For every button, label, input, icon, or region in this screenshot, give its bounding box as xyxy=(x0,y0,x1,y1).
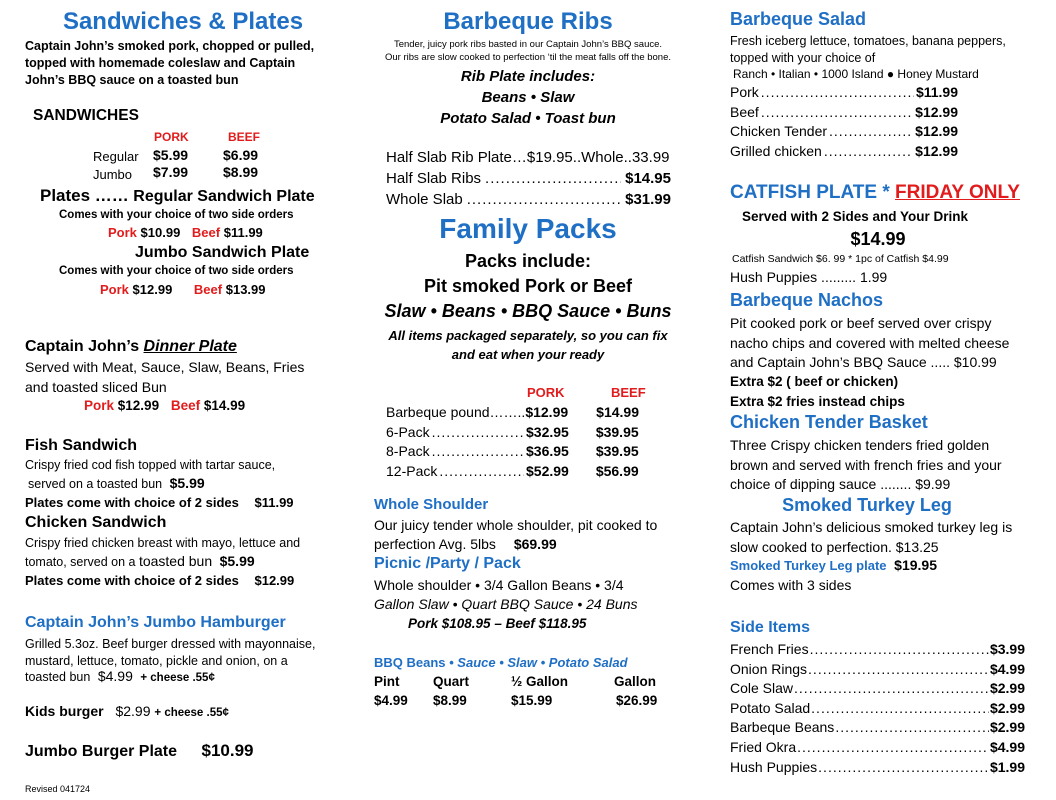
pack-label: 12-Pack xyxy=(386,462,438,479)
side-item-price: $2.99 xyxy=(989,699,1025,716)
side-item-row xyxy=(730,718,1025,738)
half-slab-plate-line: Half Slab Rib Plate…$19.95..Whole..33.99 xyxy=(386,149,670,166)
pack-pork-price: $36.95 xyxy=(526,443,569,459)
jumbo-burger-plate-price: $10.99 xyxy=(201,741,254,760)
beef-label: Beef xyxy=(191,225,221,240)
whole-shoulder-title: Whole Shoulder xyxy=(374,496,489,513)
desc-line: brown and served with french fries and your xyxy=(730,456,1002,473)
dinner-desc xyxy=(25,358,304,397)
beef-header: BEEF xyxy=(228,130,261,144)
packs-include: Packs include: xyxy=(464,251,592,271)
packs-line-1: Pit smoked Pork or Beef xyxy=(423,276,633,296)
size-price: $26.99 xyxy=(616,693,658,708)
dinner-pork-price: $12.99 xyxy=(117,398,160,413)
salad-column xyxy=(728,0,1040,800)
turkey-plate-label: Smoked Turkey Leg plate xyxy=(730,558,887,573)
packs-table xyxy=(386,403,676,481)
nachos-title: Barbeque Nachos xyxy=(730,290,884,310)
fish-title: Fish Sandwich xyxy=(25,437,138,454)
regular-label: Regular xyxy=(93,149,139,164)
side-item-label: Potato Salad xyxy=(730,699,811,716)
salad-row xyxy=(730,122,958,142)
bulk-sides-title xyxy=(374,655,628,670)
packs-note-line: All items packaged separately, so you can fix xyxy=(388,328,668,343)
whole-shoulder-desc: Our juicy tender whole shoulder, pit cooked to xyxy=(374,517,658,533)
salad-title: Barbeque Salad xyxy=(730,9,867,29)
half-slab-label: Half Slab Ribs xyxy=(386,170,482,187)
side-item-label: Cole Slaw xyxy=(730,680,794,697)
tender-basket-title: Chicken Tender Basket xyxy=(730,412,928,432)
size-header: Quart xyxy=(433,674,470,689)
rib-includes-line: Beans • Slaw xyxy=(481,89,575,106)
pork-header: PORK xyxy=(154,130,189,144)
desc-line: and toasted sliced Bun xyxy=(25,378,167,395)
desc-line: Pit cooked pork or beef served over crispy xyxy=(730,315,992,331)
pack-label-wrap xyxy=(386,442,526,462)
jumbo-burger-plate-label: Jumbo Burger Plate xyxy=(25,743,178,760)
dot-leader xyxy=(811,699,989,719)
fish-plate-label: Plates come with choice of 2 sides xyxy=(25,495,239,510)
side-item-price: $4.99 xyxy=(989,738,1025,755)
rib-includes-label: Rib Plate includes: xyxy=(460,68,596,85)
side-items-title: Side Items xyxy=(730,619,811,636)
fish-desc-line: served on a toasted bun xyxy=(28,477,163,491)
ribs-column xyxy=(372,0,684,800)
desc-line: slow cooked to perfection. $13.25 xyxy=(730,538,939,555)
hush-puppies-line: Hush Puppies ......... 1.99 xyxy=(730,269,888,285)
salad-price: $12.99 xyxy=(915,123,958,140)
dot-leader xyxy=(794,679,989,699)
chicken-title: Chicken Sandwich xyxy=(25,514,167,531)
pack-beef-price: $14.99 xyxy=(596,404,639,420)
salad-price: $12.99 xyxy=(915,143,958,160)
regular-pork-price: $5.99 xyxy=(153,147,189,163)
regular-plate-title: Regular Sandwich Plate xyxy=(133,188,315,205)
chicken-desc-line: tomato, served on a xyxy=(25,555,139,569)
burger-desc-line: toasted bun xyxy=(25,670,91,684)
jumbo-label: Jumbo xyxy=(93,167,133,182)
turkey-plate-price: $19.95 xyxy=(894,557,937,573)
burger-price-line xyxy=(25,668,215,684)
shoulder-price: $69.99 xyxy=(513,536,557,552)
sandwiches-heading: SANDWICHES xyxy=(33,107,139,124)
half-slab-price: $14.95 xyxy=(625,170,671,187)
dot-leader xyxy=(797,738,989,758)
pack-row xyxy=(386,423,676,443)
rib-plate-includes xyxy=(372,66,684,129)
salad-dressings: Ranch • Italian • 1000 Island ● Honey Mustard xyxy=(733,67,979,81)
desc-line: mustard, lettuce, tomato, pickle and onion, on a xyxy=(25,654,288,668)
dot-leader xyxy=(829,122,913,142)
side-item-row xyxy=(730,699,1025,719)
dot-leader xyxy=(485,170,621,187)
kids-burger-line xyxy=(25,703,229,719)
size-price: $8.99 xyxy=(433,693,467,708)
dot-leader xyxy=(439,462,524,482)
regular-plate-pork-price: $10.99 xyxy=(140,225,181,240)
kids-price: $2.99 xyxy=(115,703,151,719)
dinner-plate-title xyxy=(25,338,237,356)
sandwiches-intro xyxy=(25,38,314,89)
packs-note-line: and eat when your ready xyxy=(451,347,605,362)
burger-desc xyxy=(25,636,315,670)
pack-row xyxy=(386,462,676,482)
side-item-price: $1.99 xyxy=(989,758,1025,775)
intro-line: Our ribs are slow cooked to perfection ‘til the meat falls off the bone. xyxy=(384,52,672,63)
side-items-list xyxy=(730,640,1025,777)
catfish-title xyxy=(730,182,1020,204)
dinner-prices xyxy=(84,398,245,413)
dot-leader xyxy=(818,758,989,778)
nachos-extra-line: Extra $2 fries instead chips xyxy=(730,393,905,409)
salad-desc xyxy=(730,33,1006,67)
packs-note xyxy=(372,326,684,364)
desc-line: Grilled 5.3oz. Beef burger dressed with mayonnaise, xyxy=(25,637,316,651)
regular-plate-line xyxy=(40,186,315,206)
intro-line: topped with homemade coleslaw and Captain xyxy=(25,56,296,70)
turkey-sides: Comes with 3 sides xyxy=(730,577,852,593)
intro-line: Tender, juicy pork ribs basted in our Captain John’s BBQ sauce. xyxy=(393,39,663,50)
size-price: $4.99 xyxy=(374,693,408,708)
intro-line: Captain John’s smoked pork, chopped or pulled, xyxy=(25,39,315,53)
jumbo-burger-plate-line xyxy=(25,741,253,761)
pack-beef-price: $39.95 xyxy=(595,423,639,440)
intro-line: John’s BBQ sauce on a toasted bun xyxy=(25,73,239,87)
regular-beef-price: $6.99 xyxy=(223,147,259,163)
desc-line: and Captain John’s BBQ Sauce ..... $10.99 xyxy=(730,354,997,370)
jumbo-plate-pork-price: $12.99 xyxy=(132,282,173,297)
ribs-title: Barbeque Ribs xyxy=(443,8,613,35)
side-item-label: French Fries xyxy=(730,641,809,657)
plates-prefix: Plates …… xyxy=(40,186,129,205)
salad-label: Beef xyxy=(730,103,759,120)
side-item-price: $2.99 xyxy=(989,680,1025,697)
jumbo-plate-prices xyxy=(100,282,266,297)
dot-leader xyxy=(761,103,913,123)
catfish-served: Served with 2 Sides and Your Drink xyxy=(742,209,969,224)
size-price: $15.99 xyxy=(511,693,553,708)
pack-pork-price: $12.99 xyxy=(525,404,569,420)
catfish-title-text: CATFISH PLATE * xyxy=(730,182,896,203)
tender-desc xyxy=(730,436,1002,495)
fish-plate-line xyxy=(25,495,294,510)
fish-desc-2 xyxy=(28,475,205,491)
picnic-desc: Whole shoulder • 3/4 Gallon Beans • 3/4 xyxy=(374,577,624,593)
dot-leader xyxy=(835,718,989,738)
pork-label: Pork xyxy=(100,282,129,297)
pack-beef-price: $56.99 xyxy=(595,462,639,479)
side-item-row xyxy=(730,679,1025,699)
pack-beef-price: $39.95 xyxy=(595,443,639,459)
side-item-row xyxy=(730,738,1025,758)
fish-desc: Crispy fried cod fish topped with tartar sauce, xyxy=(25,458,276,472)
dot-leader xyxy=(467,191,621,208)
side-item-row xyxy=(730,660,1025,680)
catfish-price: $14.99 xyxy=(850,229,906,249)
dot-leader xyxy=(824,142,913,162)
picnic-price: Pork $108.95 – Beef $118.95 xyxy=(408,616,587,631)
dinner-beef-price: $14.99 xyxy=(203,398,246,413)
pork-label: Pork xyxy=(108,225,137,240)
family-packs-title: Family Packs xyxy=(439,213,617,244)
regular-plate-prices xyxy=(108,225,263,240)
burger-title: Captain John’s Jumbo Hamburger xyxy=(25,614,286,631)
turkey-plate-line xyxy=(730,557,937,573)
chicken-desc-2 xyxy=(25,553,255,569)
chicken-desc-bun: toasted bun xyxy=(138,553,213,569)
pack-row xyxy=(386,403,676,423)
side-item-price: $3.99 xyxy=(989,641,1025,657)
side-item-label: Onion Rings xyxy=(730,660,808,677)
rib-includes-line: Potato Salad • Toast bun xyxy=(440,110,616,127)
size-header: Pint xyxy=(374,674,400,689)
pack-label-wrap xyxy=(386,423,526,443)
whole-shoulder-price-line xyxy=(374,536,557,552)
dot-leader xyxy=(808,660,989,680)
kids-label: Kids burger xyxy=(25,703,104,719)
size-header: ½ Gallon xyxy=(511,674,569,689)
kids-cheese-price: + cheese .55¢ xyxy=(154,707,229,719)
dinner-prefix: Captain John’s xyxy=(25,338,144,355)
whole-slab-price: $31.99 xyxy=(625,191,671,208)
burger-cheese-price: + cheese .55¢ xyxy=(140,672,215,684)
picnic-title: Picnic /Party / Pack xyxy=(374,555,521,572)
side-note: Comes with your choice of two side orders xyxy=(59,209,294,221)
burger-price: $4.99 xyxy=(97,668,133,684)
fish-price: $5.99 xyxy=(169,475,205,491)
nachos-desc xyxy=(730,314,1009,373)
salad-row xyxy=(730,103,958,123)
dot-leader xyxy=(432,423,524,443)
shoulder-desc-line: perfection Avg. 5lbs xyxy=(374,536,496,552)
ribs-intro xyxy=(372,38,684,64)
pack-label: Barbeque pound…….. xyxy=(386,404,526,420)
salad-row xyxy=(730,83,958,103)
desc-line: topped with your choice of xyxy=(730,51,876,65)
salad-label: Grilled chicken xyxy=(730,143,822,160)
pack-label: 6-Pack xyxy=(386,423,430,440)
salad-prices xyxy=(730,83,958,162)
beef-label: Beef xyxy=(170,398,201,413)
sandwiches-column xyxy=(22,0,344,800)
side-item-label: Barbeque Beans xyxy=(730,719,835,736)
dot-leader xyxy=(432,442,524,462)
salad-label: Chicken Tender xyxy=(730,123,828,140)
fish-plate-price: $11.99 xyxy=(254,495,294,510)
desc-line: nacho chips and covered with melted cheese xyxy=(730,334,1010,351)
pack-label: 8-Pack xyxy=(386,443,430,459)
desc-line: Served with Meat, Sauce, Slaw, Beans, Fries xyxy=(25,359,305,375)
size-header: Gallon xyxy=(614,674,657,689)
side-item-price: $2.99 xyxy=(989,719,1025,736)
desc-line: Fresh iceberg lettuce, tomatoes, banana peppers, xyxy=(730,34,1006,48)
chicken-plate-line xyxy=(25,573,294,588)
side-item-label: Fried Okra xyxy=(730,738,797,755)
desc-line: Captain John’s delicious smoked turkey leg is xyxy=(730,519,1013,535)
chicken-plate-price: $12.99 xyxy=(254,573,295,588)
desc-line: Three Crispy chicken tenders fried golden xyxy=(730,437,990,453)
friday-only-label: FRIDAY ONLY xyxy=(895,182,1020,203)
chicken-plate-label: Plates come with choice of 2 sides xyxy=(25,573,239,588)
packs-beef-header: BEEF xyxy=(611,385,646,400)
salad-price: $12.99 xyxy=(915,103,958,120)
side-item-label: Hush Puppies xyxy=(730,758,818,775)
pack-pork-price: $32.95 xyxy=(526,423,569,440)
nachos-extra-line: Extra $2 ( beef or chicken) xyxy=(730,374,899,389)
side-item-price: $4.99 xyxy=(989,660,1025,677)
chicken-desc: Crispy fried chicken breast with mayo, lettuce and xyxy=(25,536,301,550)
salad-price: $11.99 xyxy=(915,84,958,100)
side-item-row xyxy=(730,758,1025,778)
turkey-leg-title: Smoked Turkey Leg xyxy=(782,495,952,515)
jumbo-pork-price: $7.99 xyxy=(153,164,189,180)
beef-label: Beef xyxy=(193,282,223,297)
chicken-price: $5.99 xyxy=(219,553,255,569)
side-note: Comes with your choice of two side orders xyxy=(59,265,294,277)
picnic-desc-2: Gallon Slaw • Quart BBQ Sauce • 24 Buns xyxy=(374,596,638,612)
bulk-sides-title-b: • Sauce • Slaw • Potato Salad xyxy=(445,655,628,670)
jumbo-plate-title: Jumbo Sandwich Plate xyxy=(135,244,310,261)
packs-pork-header: PORK xyxy=(527,385,565,400)
dot-leader xyxy=(810,640,989,660)
jumbo-beef-price: $8.99 xyxy=(223,164,259,180)
whole-slab-row xyxy=(386,191,671,208)
catfish-sandwich: Catfish Sandwich $6. 99 * 1pc of Catfish $4.99 xyxy=(732,253,949,265)
pack-row xyxy=(386,442,676,462)
pack-label-wrap xyxy=(386,462,526,482)
nachos-extras xyxy=(730,372,905,411)
sandwiches-title: Sandwiches & Plates xyxy=(62,8,304,35)
salad-row xyxy=(730,142,958,162)
turkey-desc xyxy=(730,518,1012,557)
salad-label: Pork xyxy=(730,84,759,100)
dot-leader xyxy=(761,83,914,103)
whole-slab-label: Whole Slab xyxy=(386,191,463,208)
pork-label: Pork xyxy=(84,398,115,413)
desc-line: choice of dipping sauce ........ $9.99 xyxy=(730,476,951,492)
side-item-row xyxy=(730,640,1025,660)
packs-line-2: Slaw • Beans • BBQ Sauce • Buns xyxy=(384,301,672,321)
dinner-title: Dinner Plate xyxy=(143,338,237,355)
pack-pork-price: $52.99 xyxy=(526,462,569,479)
regular-plate-beef-price: $11.99 xyxy=(223,225,263,240)
jumbo-plate-beef-price: $13.99 xyxy=(225,282,266,297)
bulk-sides-title-a: BBQ Beans xyxy=(374,655,446,670)
revised-date: Revised 041724 xyxy=(25,784,91,794)
half-slab-ribs-row xyxy=(386,170,671,187)
